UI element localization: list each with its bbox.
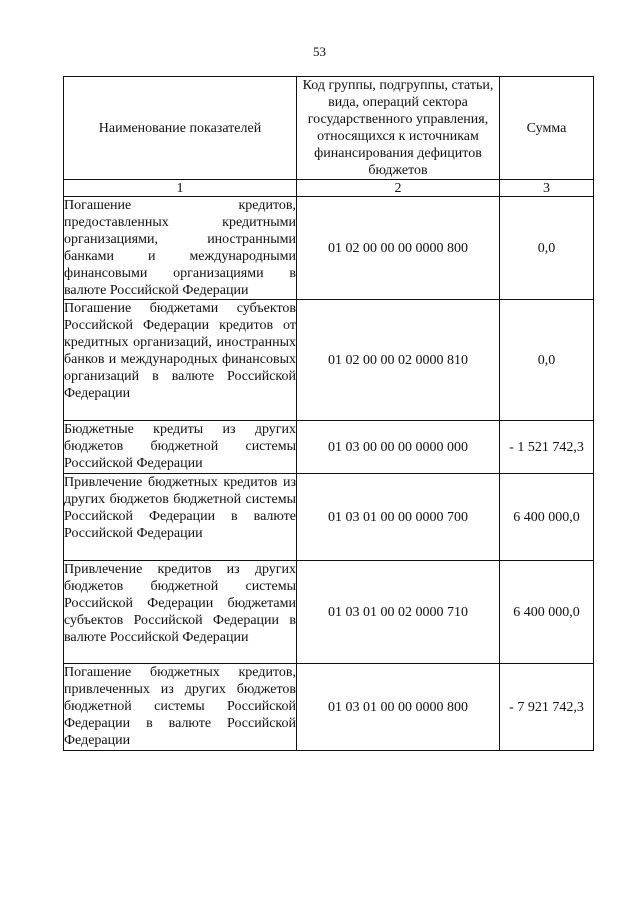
- column-number-2: 2: [297, 180, 500, 197]
- row-sum: 6 400 000,0: [500, 561, 594, 664]
- header-sum: Сумма: [500, 77, 594, 180]
- row-sum: 0,0: [500, 197, 594, 300]
- table-row: [64, 474, 594, 561]
- row-sum: 6 400 000,0: [500, 474, 594, 561]
- row-code: 01 03 01 00 00 0000 800: [297, 664, 500, 751]
- table-row: [64, 197, 594, 300]
- row-sum: 0,0: [500, 300, 594, 421]
- row-code: 01 02 00 00 02 0000 810: [297, 300, 500, 421]
- row-code: 01 03 01 00 02 0000 710: [297, 561, 500, 664]
- row-name: Погашение кредитов, предоставленных кредитными организациями, иностранными банками и международными финансовыми организациями в валюте Российской Федерации: [64, 198, 296, 298]
- header-code: Код группы, подгруппы, статьи, вида, операций сектора государственного управления, относящихся к источникам финансирования дефицитов бюджетов: [297, 77, 500, 180]
- column-number-3: 3: [500, 180, 594, 197]
- page-number: 53: [313, 44, 326, 59]
- row-code: 01 03 00 00 00 0000 000: [297, 421, 500, 474]
- row-name: Погашение бюджетами субъектов Российской Федерации кредитов от кредитных организаций, иностранных банков и международных финансовых организаций в валюте Российской Федерации: [64, 300, 297, 421]
- table-row: [64, 561, 594, 664]
- row-code: 01 03 01 00 00 0000 700: [297, 474, 500, 561]
- row-name: Бюджетные кредиты из других бюджетов бюджетной системы Российской Федерации: [64, 421, 297, 474]
- row-name: Привлечение бюджетных кредитов из других бюджетов бюджетной системы Российской Федерации в валюте Российской Федерации: [64, 474, 297, 561]
- row-name: Погашение бюджетных кредитов, привлеченных из других бюджетов бюджетной системы Российской Федерации в валюте Российской Федерации: [64, 664, 297, 751]
- header-name: Наименование показателей: [64, 77, 297, 180]
- row-name: Привлечение кредитов из других бюджетов бюджетной системы Российской Федерации бюджетами субъектов Российской Федерации в валюте Российской Федерации: [64, 561, 297, 664]
- column-number-row: [64, 180, 594, 197]
- row-sum: - 7 921 742,3: [500, 664, 594, 751]
- budget-sources-table: [63, 76, 594, 751]
- table-row: [64, 421, 594, 474]
- column-number-1: 1: [64, 180, 297, 197]
- table-row: [64, 300, 594, 421]
- header-row: [64, 77, 594, 180]
- table-row: [64, 664, 594, 751]
- row-code: 01 02 00 00 00 0000 800: [297, 197, 500, 300]
- row-sum: - 1 521 742,3: [500, 421, 594, 474]
